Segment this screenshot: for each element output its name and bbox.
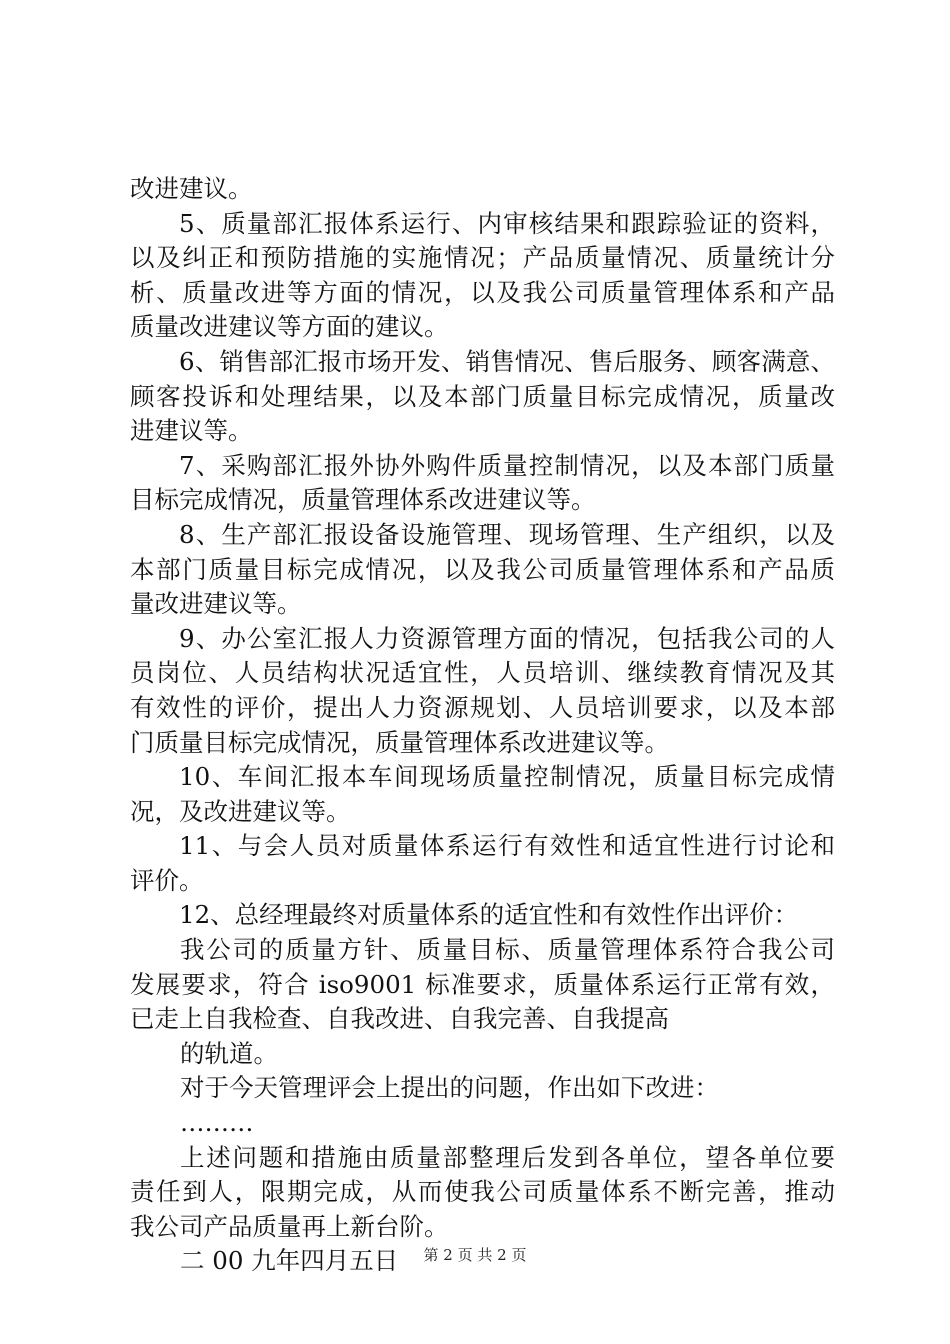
text-line: 有效性的评价，提出人力资源规划、人员培训要求，以及本部	[130, 692, 835, 722]
text-line: 责任到人，限期完成，从而使我公司质量体系不断完善，推动	[130, 1177, 835, 1207]
document-body	[130, 172, 835, 1279]
text-line: 进建议等。	[130, 416, 253, 446]
text-line: 6、销售部汇报市场开发、销售情况、售后服务、顾客满意、	[179, 346, 835, 376]
text-line: 已走上自我检查、自我改进、自我完善、自我提高	[130, 1004, 669, 1034]
text-line: 况，及改进建议等。	[130, 796, 351, 826]
text-line: 8、生产部汇报设备设施管理、现场管理、生产组织，以及	[179, 519, 835, 549]
text-line: ………	[180, 1108, 254, 1138]
text-line: 顾客投诉和处理结果，以及本部门质量目标完成情况，质量改	[130, 381, 835, 411]
text-line: 本部门质量目标完成情况，以及我公司质量管理体系和产品质	[130, 554, 835, 584]
text-line: 我公司产品质量再上新台阶。	[130, 1211, 449, 1241]
text-line: 我公司的质量方针、质量目标、质量管理体系符合我公司	[180, 935, 835, 965]
text-line: 9、办公室汇报人力资源管理方面的情况，包括我公司的人	[179, 623, 835, 653]
text-line: 评价。	[130, 865, 204, 895]
text-line: 7、采购部汇报外协外购件质量控制情况，以及本部门质量	[179, 450, 835, 480]
text-line: 以及纠正和预防措施的实施情况；产品质量情况、质量统计分	[130, 243, 835, 273]
text-line: 11、与会人员对质量体系运行有效性和适宜性进行讨论和	[179, 831, 835, 861]
text-line: 目标完成情况，质量管理体系改进建议等。	[130, 485, 596, 515]
text-line: 12、总经理最终对质量体系的适宜性和有效性作出评价：	[179, 900, 799, 930]
text-line: 对于今天管理评会上提出的问题，作出如下改进：	[180, 1073, 719, 1103]
text-line: 量改进建议等。	[130, 589, 302, 619]
text-line: 5、质量部汇报体系运行、内审核结果和跟踪验证的资料，	[179, 208, 835, 238]
text-line: 改进建议。	[130, 174, 253, 203]
text-line: 上述问题和措施由质量部整理后发到各单位，望各单位要	[180, 1142, 835, 1172]
text-line: 的轨道。	[180, 1038, 278, 1068]
text-line: 10、车间汇报本车间现场质量控制情况，质量目标完成情	[179, 762, 835, 792]
page-footer	[0, 1244, 950, 1265]
text-line: 门质量目标完成情况，质量管理体系改进建议等。	[130, 727, 669, 757]
text-line: 质量改进建议等方面的建议。	[130, 312, 449, 342]
text-line: 员岗位、人员结构状况适宜性，人员培训、继续教育情况及其	[130, 658, 835, 688]
text-line: 二 00 九年四月五日	[180, 1246, 399, 1276]
text-line: 发展要求，符合 iso9001 标准要求，质量体系运行正常有效，	[130, 969, 835, 999]
page-number-label: 第 2 页 共 2 页	[423, 1246, 527, 1264]
text-line: 析、质量改进等方面的情况，以及我公司质量管理体系和产品	[130, 277, 835, 307]
